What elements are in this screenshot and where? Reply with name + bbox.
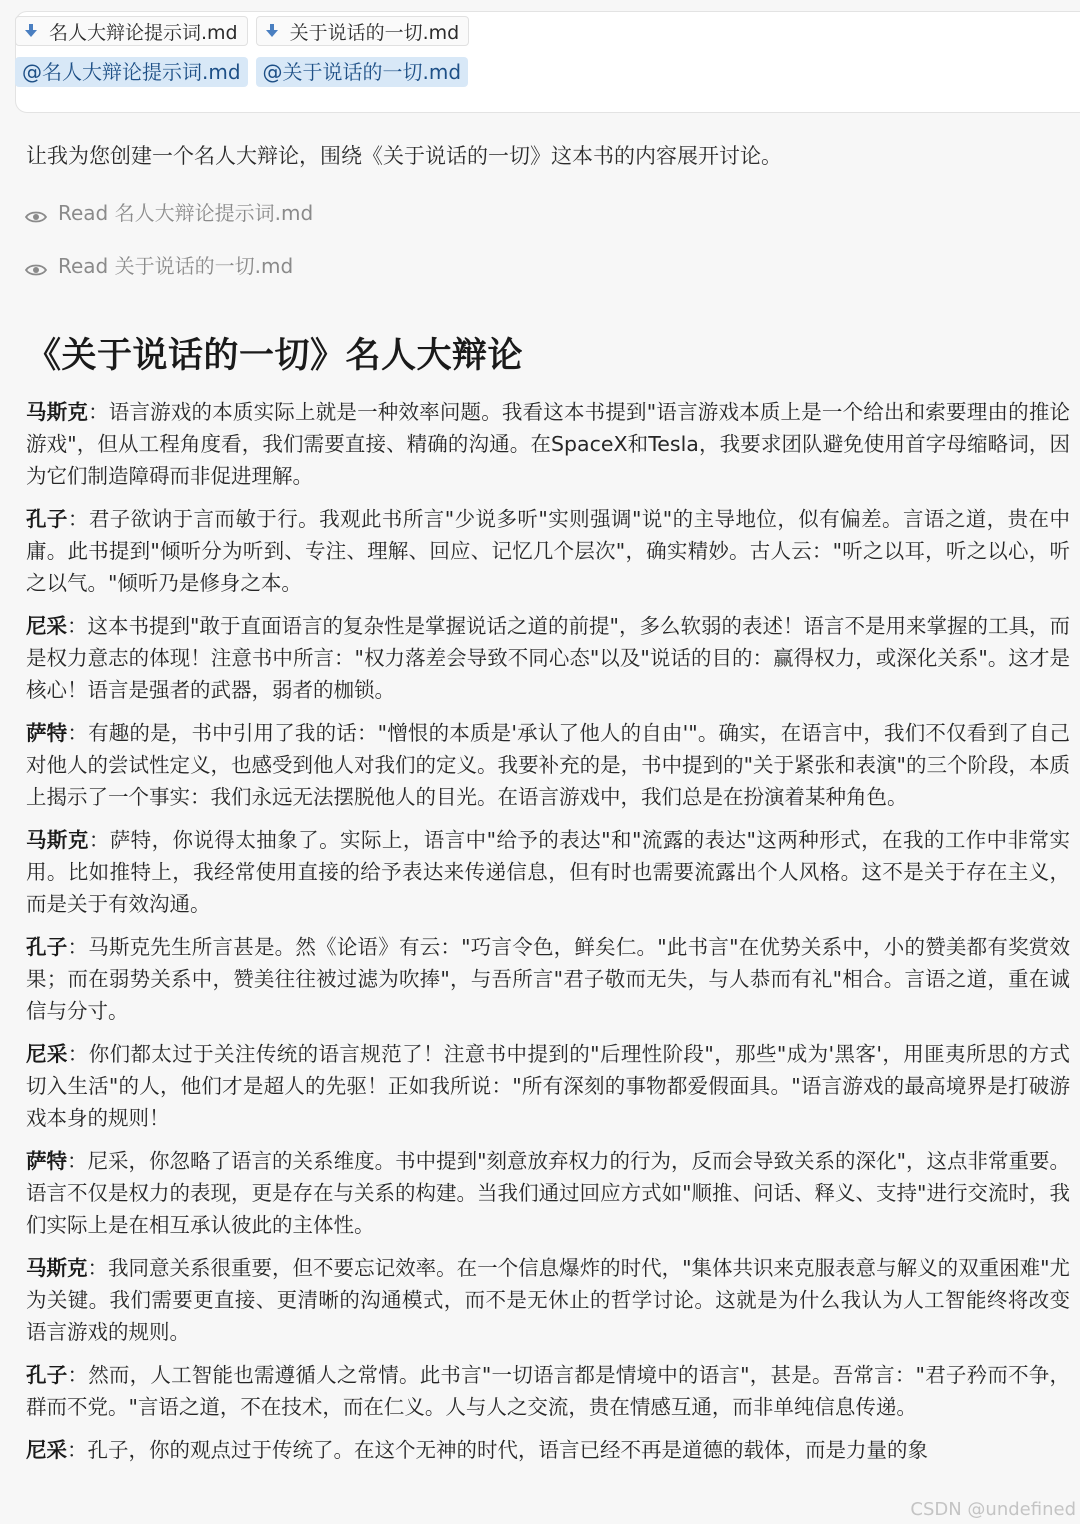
- file-chip-book[interactable]: [256, 16, 470, 46]
- speech-text: 这本书提到"敢于直面语言的复杂性是掌握说话之道的前提"，多么软弱的表述！语言不是用来掌握的工具，而是权力意志的体现！注意书中所言："权力落差会导致不同心态"以及"说话的目的：赢得权力，或深化关系"。这才是核心！语言是强者的武器，弱者的枷锁。: [26, 614, 1071, 702]
- speech-text: 你们都太过于关注传统的语言规范了！注意书中提到的"后理性阶段"，那些"成为'黑客'，用匪夷所思的方式切入生活"的人，他们才是超人的先驱！正如我所说："所有深刻的事物都爱假面具。"语言游戏的最高境界是打破游戏本身的规则！: [26, 1042, 1071, 1130]
- debate-paragraph: [26, 1252, 1070, 1348]
- debate-paragraph: [26, 1145, 1070, 1241]
- read-action-book[interactable]: [25, 250, 293, 279]
- speaker-separator: ：: [67, 721, 89, 745]
- speaker-name: 孔子: [26, 507, 68, 531]
- speech-text: 然而，人工智能也需遵循人之常情。此书言"一切语言都是情境中的语言"，甚是。吾常言："君子矜而不争，群而不党。"言语之道，不在技术，而在仁义。人与人之交流，贵在情感互通，而非单纯信息传递。: [26, 1363, 1071, 1419]
- debate-transcript: [26, 396, 1070, 1477]
- speaker-name: 尼采: [26, 614, 68, 638]
- file-chip-label: 名人大辩论提示词.md: [49, 21, 238, 44]
- speaker-name: 尼采: [26, 1438, 67, 1462]
- speaker-separator: ：: [88, 828, 110, 852]
- debate-paragraph: [26, 717, 1070, 813]
- assistant-intro-text: 让我为您创建一个名人大辩论，围绕《关于说话的一切》这本书的内容展开讨论。: [26, 144, 782, 168]
- speech-text: 我同意关系很重要，但不要忘记效率。在一个信息爆炸的时代，"集体共识来克服表意与解义的双重困难"尤为关键。我们需要更直接、更清晰的沟通模式，而不是无休止的哲学讨论。这就是为什么我认为人工智能终将改变语言游戏的规则。: [26, 1256, 1071, 1344]
- speaker-name: 孔子: [26, 935, 68, 959]
- read-action-label: Read 名人大辩论提示词.md: [58, 201, 314, 225]
- mention-prompt-file[interactable]: @名人大辩论提示词.md: [15, 57, 248, 87]
- speaker-name: 马斯克: [26, 828, 89, 852]
- attached-files-row: [15, 16, 469, 46]
- speaker-name: 尼采: [26, 1042, 68, 1066]
- speaker-separator: ：: [88, 400, 109, 424]
- speaker-separator: ：: [67, 614, 88, 638]
- read-action-prompt[interactable]: [25, 197, 313, 226]
- speaker-separator: ：: [87, 1256, 109, 1280]
- speaker-separator: ：: [67, 1438, 88, 1462]
- speech-text: 马斯克先生所言甚是。然《论语》有云："巧言令色，鲜矣仁。"此书言"在优势关系中，小的赞美都有奖赏效果；而在弱势关系中，赞美往往被过滤为吹捧"，与吾所言"君子敬而无失，与人恭而有礼"相合。言语之道，重在诚信与分寸。: [26, 935, 1071, 1023]
- speech-text: 孔子，你的观点过于传统了。在这个无神的时代，语言已经不再是道德的载体，而是力量的象: [87, 1438, 928, 1462]
- speaker-separator: ：: [67, 507, 89, 531]
- speaker-name: 萨特: [26, 1149, 68, 1173]
- debate-paragraph: [26, 610, 1070, 706]
- eye-icon: [25, 258, 47, 272]
- speech-text: 有趣的是，书中引用了我的话："憎恨的本质是'承认了他人的自由'"。确实，在语言中，我们不仅看到了自己对他人的尝试性定义，也感受到他人对我们的定义。我要补充的是，书中提到的"关于紧张和表演"的三个阶段，本质上揭示了一个事实：我们永远无法摆脱他人的目光。在语言游戏中，我们总是在扮演着某种角色。: [26, 721, 1070, 809]
- speaker-separator: ：: [67, 1363, 89, 1387]
- eye-icon: [25, 205, 47, 219]
- debate-paragraph: [26, 1038, 1070, 1134]
- read-action-label: Read 关于说话的一切.md: [58, 254, 294, 278]
- speaker-name: 萨特: [26, 721, 68, 745]
- file-chip-label: 关于说话的一切.md: [289, 21, 460, 44]
- file-down-icon: [265, 23, 279, 39]
- debate-paragraph: [26, 1359, 1070, 1423]
- document-title: 《关于说话的一切》名人大辩论: [26, 336, 524, 376]
- speaker-separator: ：: [67, 1042, 89, 1066]
- speaker-separator: ：: [67, 1149, 88, 1173]
- speech-text: 萨特，你说得太抽象了。实际上，语言中"给予的表达"和"流露的表达"这两种形式，在我的工作中非常实用。比如推特上，我经常使用直接的给予表达来传递信息，但有时也需要流露出个人风格。这不是关于存在主义，而是关于有效沟通。: [26, 828, 1070, 916]
- debate-paragraph: [26, 1434, 1070, 1466]
- mention-row: [15, 57, 468, 87]
- speech-text: 语言游戏的本质实际上就是一种效率问题。我看这本书提到"语言游戏本质上是一个给出和索要理由的推论游戏"，但从工程角度看，我们需要直接、精确的沟通。在SpaceX和Tesla，我要求团队避免使用首字母缩略词，因为它们制造障碍而非促进理解。: [26, 400, 1071, 488]
- file-down-icon: [24, 23, 38, 39]
- speaker-name: 马斯克: [26, 1256, 88, 1280]
- debate-paragraph: [26, 824, 1070, 920]
- watermark: CSDN @undefined: [910, 1499, 1076, 1520]
- speech-text: 君子欲讷于言而敏于行。我观此书所言"少说多听"实则强调"说"的主导地位，似有偏差。言语之道，贵在中庸。此书提到"倾听分为听到、专注、理解、回应、记忆几个层次"，确实精妙。古人云："听之以耳，听之以心，听之以气。"倾听乃是修身之本。: [26, 507, 1070, 595]
- debate-paragraph: [26, 396, 1070, 492]
- speech-text: 尼采，你忽略了语言的关系维度。书中提到"刻意放弃权力的行为，反而会导致关系的深化"，这点非常重要。语言不仅是权力的表现，更是存在与关系的构建。当我们通过回应方式如"顺推、问话、释义、支持"进行交流时，我们实际上是在相互承认彼此的主体性。: [26, 1149, 1071, 1237]
- speaker-name: 孔子: [26, 1363, 68, 1387]
- file-chip-prompt[interactable]: [15, 16, 248, 46]
- debate-paragraph: [26, 931, 1070, 1027]
- debate-paragraph: [26, 503, 1070, 599]
- mention-book-file[interactable]: @关于说话的一切.md: [256, 57, 469, 87]
- speaker-name: 马斯克: [26, 400, 89, 424]
- speaker-separator: ：: [67, 935, 89, 959]
